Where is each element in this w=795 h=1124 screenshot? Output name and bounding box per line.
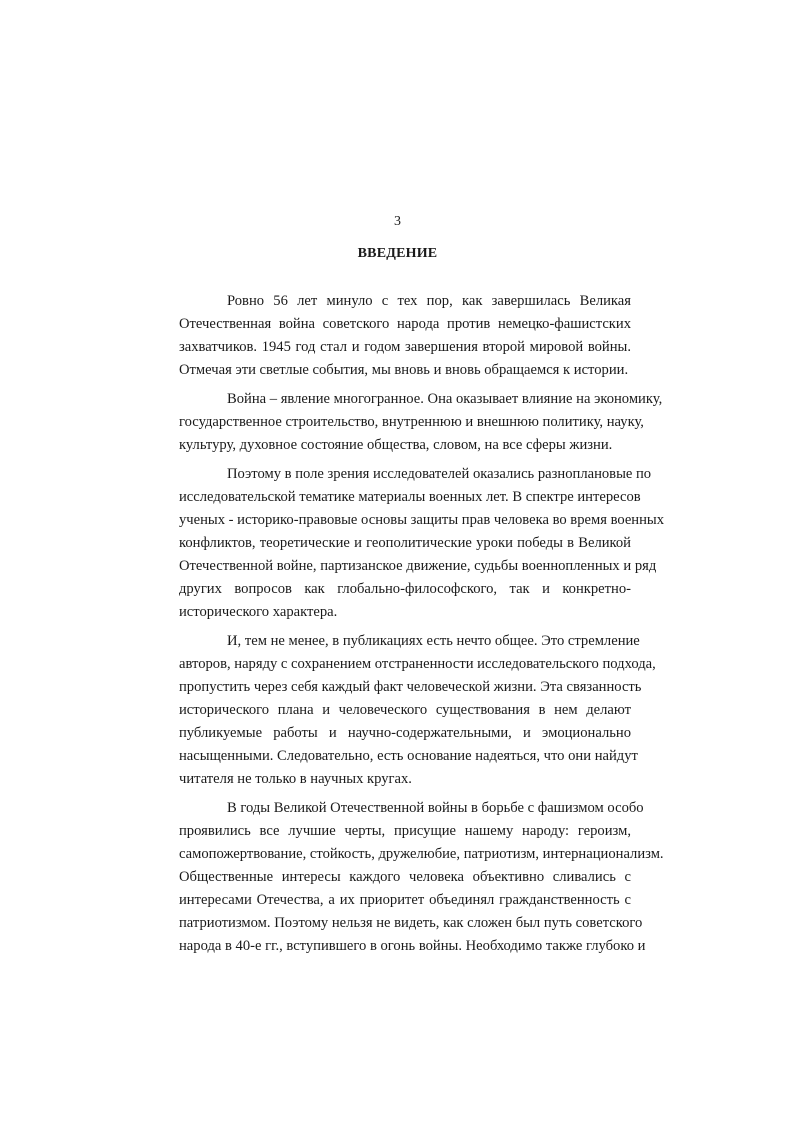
text-line: исторического плана и человеческого существования в нем делают [179,702,631,718]
text-line: читателя не только в научных кругах. [179,771,412,787]
text-line: Ровно 56 лет минуло с тех пор, как завершилась Великая [227,293,631,309]
body-text [179,290,665,958]
text-line: И, тем не менее, в публикациях есть нечто общее. Это стремление [227,633,640,649]
text-line: других вопросов как глобально-философского, так и конкретно- [179,581,631,597]
text-line: Отечественная война советского народа против немецко-фашистских [179,316,631,332]
text-line: народа в 40-е гг., вступившего в огонь войны. Необходимо также глубоко и [179,938,646,954]
text-line: насыщенными. Следовательно, есть основание надеяться, что они найдут [179,748,638,764]
text-line: ученых - историко-правовые основы защиты прав человека во время военных [179,512,665,528]
text-line: захватчиков. 1945 год стал и годом завершения второй мировой войны. [179,339,631,355]
text-line: конфликтов, теоретические и геополитические уроки победы в Великой [179,535,631,551]
text-line: Поэтому в поле зрения исследователей оказались разноплановые по [227,466,652,482]
text-line: Война – явление многогранное. Она оказывает влияние на экономику, [227,391,663,407]
paragraph-3 [179,463,665,624]
text-line: государственное строительство, внутреннюю и внешнюю политику, науку, [179,414,644,430]
text-line: исследовательской тематике материалы военных лет. В спектре интересов [179,489,641,505]
text-line: пропустить через себя каждый факт человеческой жизни. Эта связанность [179,679,642,695]
text-line: патриотизмом. Поэтому нельзя не видеть, как сложен был путь советского [179,915,643,931]
paragraph-1 [179,290,631,382]
text-line: исторического характера. [179,604,338,620]
text-line: публикуемые работы и научно-содержательными, и эмоционально [179,725,631,741]
text-line: самопожертвование, стойкость, дружелюбие, патриотизм, интернационализм. [179,846,664,862]
page-number: 3 [394,214,401,229]
paragraph-4 [179,630,656,791]
paragraph-2 [179,388,663,457]
text-line: интересами Отечества, а их приоритет объединял гражданственность с [179,892,631,908]
text-line: проявились все лучшие черты, присущие нашему народу: героизм, [179,823,631,839]
text-line: Отечественной войне, партизанское движение, судьбы военнопленных и ряд [179,558,657,574]
text-line: Отмечая эти светлые события, мы вновь и вновь обращаемся к истории. [179,362,629,378]
paragraph-5 [179,797,664,958]
text-line: авторов, наряду с сохранением отстраненности исследовательского подхода, [179,656,656,672]
text-line: культуру, духовное состояние общества, словом, на все сферы жизни. [179,437,613,453]
text-line: Общественные интересы каждого человека объективно сливались с [179,869,631,885]
text-line: В годы Великой Отечественной войны в борьбе с фашизмом особо [227,800,644,816]
section-heading: ВВЕДЕНИЕ [357,246,438,261]
